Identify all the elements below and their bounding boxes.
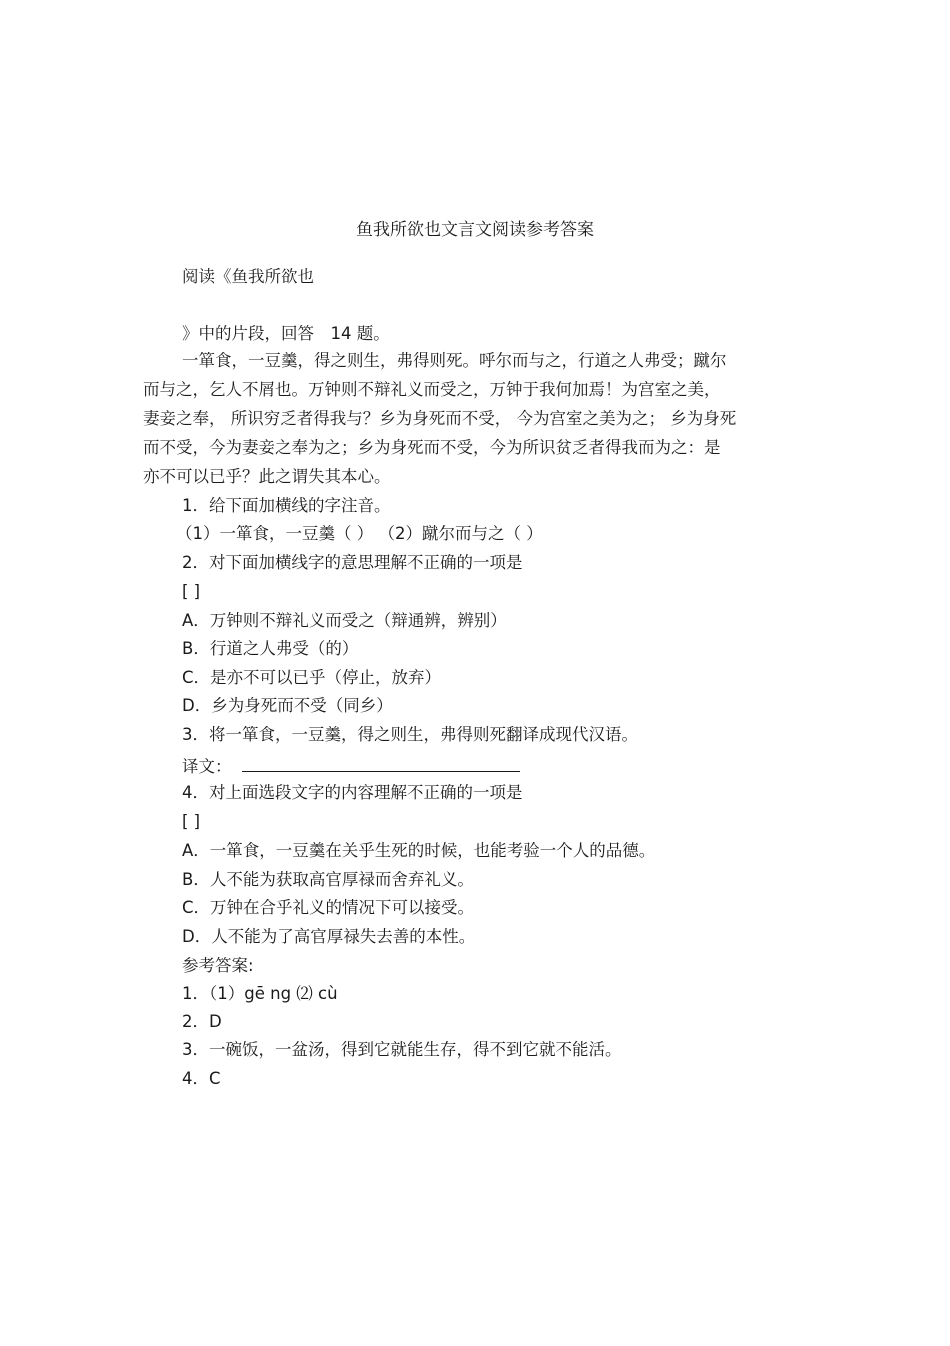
answers-heading: 参考答案: [182,956,254,975]
question-2-option: C．是亦不可以已乎（停止，放弃） [182,668,442,687]
translation-label: 译文： [182,757,232,776]
question-4-option: B．人不能为获取高官厚禄而舍弃礼义。 [182,870,474,889]
passage-line: 亦不可以已乎？此之谓失其本心。 [143,467,391,486]
question-3: 3．将一箪食，一豆羹，得之则生，弗得则死翻译成现代汉语。 [182,725,638,744]
passage-line: 一箪食，一豆羹，得之则生，弗得则死。呼尔而与之，行道之人弗受；蹴尔 [182,351,727,370]
document-title: 鱼我所欲也文言文阅读参考答案 [356,220,594,240]
question-4-bracket: [ ] [182,812,201,831]
question-2: 2．对下面加横线字的意思理解不正确的一项是 [182,553,523,572]
question-4-option: A．一箪食，一豆羹在关乎生死的时候，也能考验一个人的品德。 [182,841,656,860]
answer-item: 4．C [182,1069,221,1088]
intro-line-2: 》中的片段，回答 14 题。 [182,324,390,343]
answer-item: 1．（1）gē ng ⑵ cù [182,984,338,1003]
answer-item: 2．D [182,1012,222,1031]
question-2-option: B．行道之人弗受（的） [182,639,359,658]
intro-line-1: 阅读《鱼我所欲也 [182,267,314,286]
passage-line: 而不受，今为妻妾之奉为之；乡为身死而不受，今为所识贫乏者得我而为之：是 [143,438,721,457]
question-2-bracket: [ ] [182,582,201,601]
question-4: 4．对上面选段文字的内容理解不正确的一项是 [182,783,523,802]
question-2-option: A．万钟则不辩礼义而受之（辩通辨，辨别） [182,611,507,630]
question-4-option: C．万钟在合乎礼义的情况下可以接受。 [182,898,475,917]
question-2-option: D．乡为身死而不受（同乡） [182,696,393,715]
translation-line [182,753,520,778]
passage-line: 妻妾之奉， 所识穷乏者得我与？乡为身死而不受， 今为宫室之美为之； 乡为身死 [143,409,737,428]
answer-item: 3．一碗饭，一盆汤，得到它就能生存，得不到它就不能活。 [182,1040,622,1059]
question-1: 1．给下面加横线的字注音。 [182,496,391,515]
question-4-option: D．人不能为了高官厚禄失去善的本性。 [182,927,476,946]
translation-blank[interactable] [242,753,520,772]
passage-line: 而与之，乞人不屑也。万钟则不辩礼义而受之，万钟于我何加焉！为宫室之美， [143,380,721,399]
question-1-items: （1）一箪食，一豆羹（ ） （2）蹴尔而与之（ ） [176,524,543,543]
